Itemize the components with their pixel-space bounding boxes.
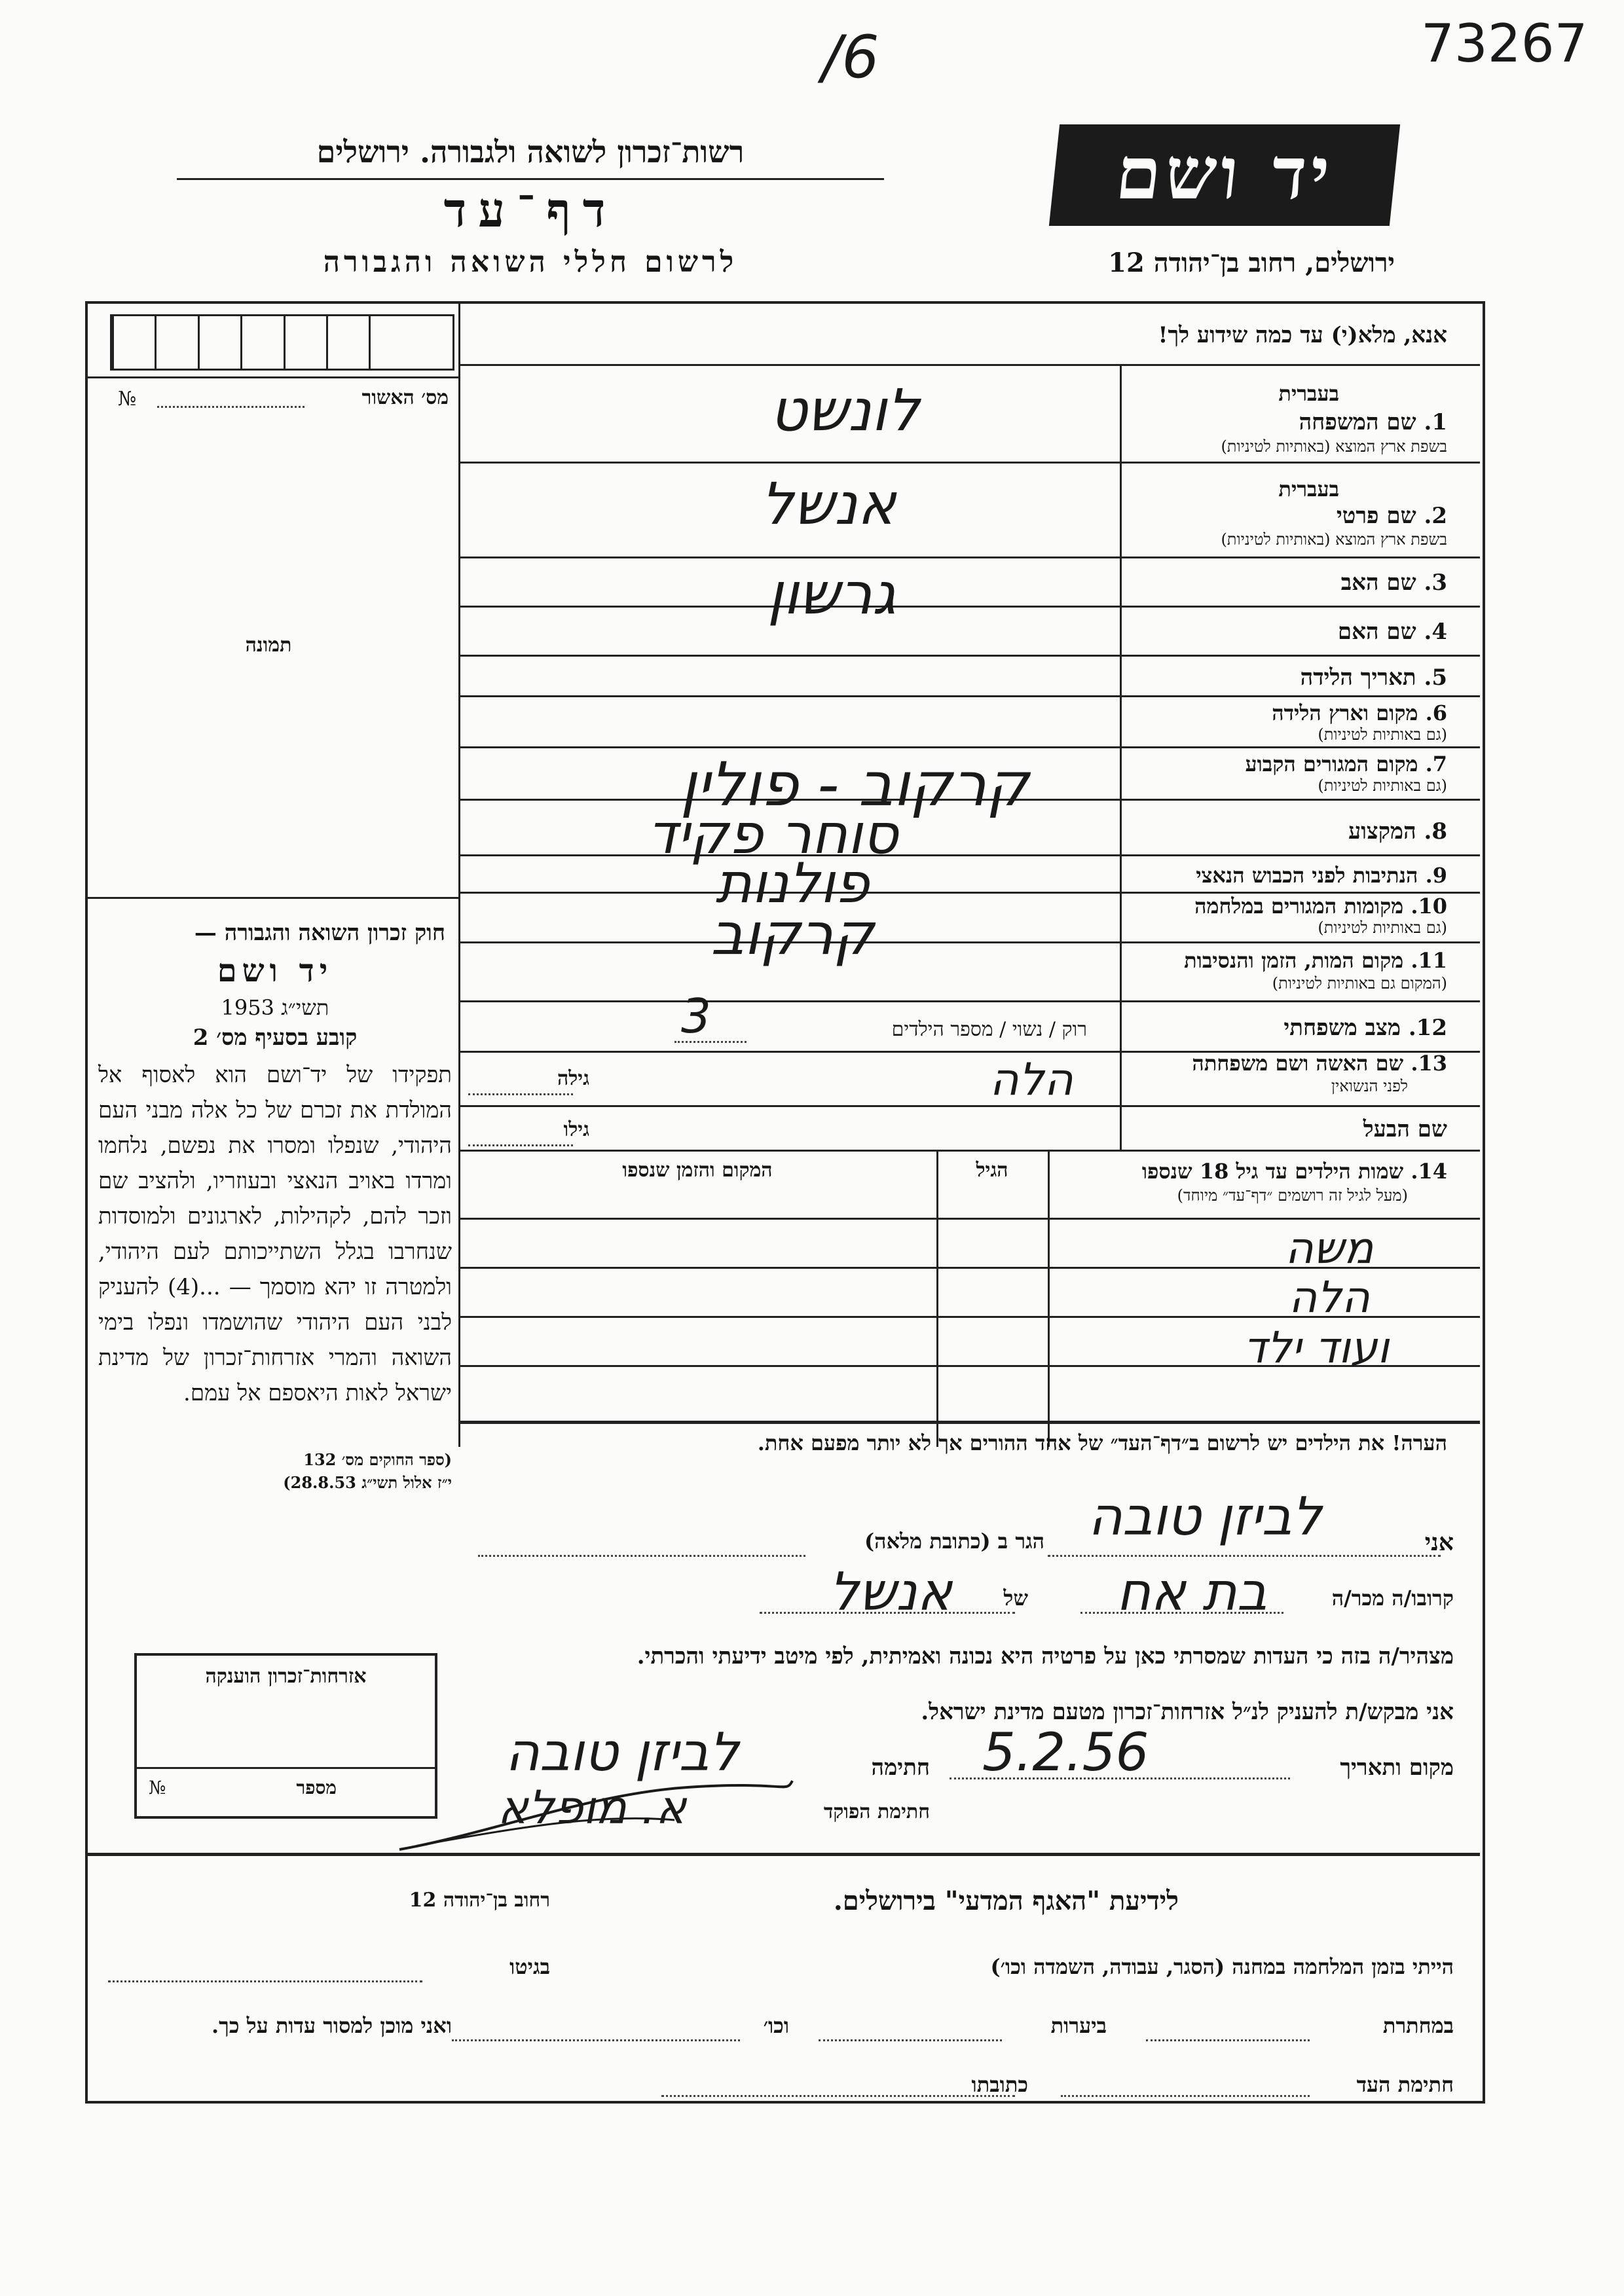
f14-table-bottom (458, 1421, 1480, 1424)
law-title: חוק זכרון השואה והגבורה — (194, 920, 445, 946)
form-title: דף־עד (443, 182, 618, 238)
photo-box-bottom (85, 897, 458, 899)
f1-bottom (458, 462, 1480, 464)
authority-name: רשות־זכרון לשואה ולגבורה. ירושלים (316, 134, 745, 170)
wife-age-label: גילה (557, 1067, 589, 1090)
footer-line2-underground: במחתרת (1382, 2013, 1454, 2038)
hw-death-place: קרקוב (710, 900, 874, 968)
document-number-handwritten: 73267 (1421, 13, 1588, 74)
hw-relation: בת אח (1116, 1561, 1267, 1622)
decl-address-line (478, 1555, 805, 1557)
hw-residence: קרקוב - פולין (680, 750, 1029, 820)
footer-forests-line (819, 2039, 1002, 2041)
f13-sub: לפני הנשואין (1331, 1077, 1408, 1095)
children-note: הערה! את הילדים יש לרשום ב״דף־העד״ של אחד ההורים אך לא יותר מפעם אחת. (757, 1430, 1447, 1455)
approval-number-line (157, 406, 304, 408)
decl-i-label: אני (1424, 1529, 1454, 1556)
law-clause: קובע בסעיף מס׳ 2 (193, 1025, 358, 1051)
hw-profession: סוחר פקיד (647, 802, 898, 866)
hw-relation-of: אנשל (829, 1561, 952, 1622)
f14-divider-age-left (936, 1150, 938, 1447)
hw-child-3: ועוד ילד (1243, 1322, 1390, 1373)
husband-label: שם הבעל (1363, 1116, 1447, 1142)
decl-request: אני מבקש/ת להעניק לנ״ל אזרחות־זכרון מטעם מדינת ישראל. (921, 1699, 1454, 1725)
f13-label: 13. שם האשה ושם משפחתה (1192, 1051, 1447, 1076)
yad-vashem-logo (1049, 124, 1400, 226)
officer-signature-stroke (393, 1768, 799, 1859)
f7-label: 7. מקום המגורים הקבוע (1245, 752, 1447, 776)
footer-heading-address: רחוב בן־יהודה 12 (409, 1889, 550, 1912)
f3-bottom (458, 606, 1480, 608)
f11-sub: (המקום גם באותיות לטיניות) (1272, 974, 1447, 993)
form-instruction: אנא, מלא(י) עד כמה שידוע לך! (1158, 322, 1447, 348)
footer-divider (85, 1853, 1480, 1856)
f6-bottom (458, 746, 1480, 748)
f14-divider-age-right (1048, 1150, 1050, 1447)
f14-header-bottom (458, 1218, 1480, 1220)
decl-of-label: של (1003, 1586, 1028, 1611)
footer-underground-line (1146, 2039, 1310, 2041)
f2-in-hebrew: בעברית (1278, 477, 1339, 501)
f2-bottom (458, 556, 1480, 558)
husband-age-label: גילו (563, 1118, 589, 1141)
decl-name-line (1048, 1555, 1441, 1557)
approval-number-label: מס׳ האשור (361, 386, 449, 409)
footer-line3-address: כתובתו (971, 2072, 1028, 2097)
decl-relative-label: קרובו/ה מכר/ה (1331, 1586, 1454, 1611)
f10-sub: (גם באותיות לטיניות) (1318, 919, 1447, 937)
f11-label: 11. מקום המות, הזמן והנסיבות (1184, 948, 1447, 973)
col-age-header: הגיל (976, 1159, 1008, 1182)
footer-ghetto-line (108, 1980, 422, 1982)
f9-label: 9. הנתיבות לפני הכבוש הנאצי (1196, 863, 1447, 888)
footer-line2-etc: וכו׳ (763, 2013, 789, 2038)
approval-number-sign: № (118, 388, 137, 410)
f1-sub: בשפת ארץ המוצא (באותיות לטיניות) (1221, 437, 1447, 456)
f11-bottom (458, 1000, 1480, 1002)
footer-etc-line (452, 2039, 740, 2041)
footer-address-line (661, 2095, 1015, 2097)
law-name: יד ושם (217, 953, 333, 989)
law-source-date: י״ז אלול תשי״ג 28.8.53) (283, 1473, 452, 1492)
f4-bottom (458, 655, 1480, 657)
decl-signature-label: חתימה (871, 1755, 930, 1781)
instruction-divider (458, 364, 1480, 366)
approval-number-boxes (110, 314, 454, 371)
f2-label: 2. שם פרטי (1336, 503, 1447, 529)
footer-line3-signature: חתימת העד (1356, 2072, 1454, 2097)
hw-date: 5.2.56 (982, 1722, 1149, 1783)
citizenship-title: אזרחות־זכרון הוענקה (205, 1665, 367, 1688)
hw-signature: לביזן טובה (505, 1722, 739, 1783)
citizenship-number-label: מספר (296, 1777, 337, 1798)
header-underline (177, 178, 884, 180)
hw-child-2: הלה (1289, 1272, 1370, 1322)
col-place-time-header: המקום והזמן שנספו (622, 1159, 773, 1182)
f5-label: 5. תאריך הלידה (1300, 665, 1447, 691)
f14-sub: (מעל לגיל זה רושמים ״דף־עד״ מיוחד) (1177, 1186, 1408, 1205)
header-address: ירושלים, רחוב בן־יהודה 12 (1108, 247, 1395, 278)
hw-wife-name: הלה (989, 1054, 1073, 1106)
label-column-divider (1120, 364, 1122, 1150)
decl-resides-at: הגר ב (כתובת מלאה) (864, 1529, 1044, 1554)
f10-bottom (458, 941, 1480, 943)
logo-text: יד ושם (1112, 131, 1338, 215)
hw-num-children: 3 (681, 989, 711, 1044)
f14-label: 14. שמות הילדים עד גיל 18 שנספו (1141, 1159, 1447, 1184)
husband-age-line (468, 1144, 573, 1146)
photo-label: תמונה (245, 634, 292, 657)
decl-officer-label: חתימת הפוקד (823, 1800, 930, 1823)
approval-divider (85, 376, 458, 378)
law-source: (ספר החוקים מס׳ 132 (303, 1450, 452, 1469)
footer-heading: לידיעת "האגף המדעי" בירושלים. (833, 1886, 1179, 1916)
hw-wartime-places: פולנות (715, 851, 870, 915)
citizenship-box (134, 1653, 437, 1819)
f3-label: 3. שם האב (1340, 570, 1447, 596)
f7-sub: (גם באותיות לטיניות) (1318, 776, 1447, 795)
wife-age-line (468, 1093, 573, 1095)
f10-label: 10. מקומות המגורים במלחמה (1194, 894, 1447, 919)
law-body: תפקידו של יד־ושם הוא לאסוף אל המולדת את זכרם של כל אלה מבני העם היהודי, שנפלו ומסרו את נפשם, נלחמו ומרדו באויב הנאצי ובעוזריו, ולהציב שם וזכר להם, לקהילות, לארגונים ולמוסדות שנחרבו בגלל השתייכותם לעם היהודי, ולמטרה זו יהא מוסמך — ...(4) להעניק לבני העם היהודי שהושמדו ונפלו בימי השואה והמרי אזרחות־זכרון של מדינת ישראל לאות היאספם אל עמם. (98, 1062, 452, 1406)
footer-line1-ghetto: בגיטו (509, 1954, 550, 1979)
hw-father-name: גרשון (767, 560, 896, 627)
decl-place-date-label: מקום ותאריך (1340, 1755, 1454, 1781)
f2-sub: בשפת ארץ המוצא (באותיות לטיניות) (1221, 530, 1447, 549)
hw-officer-signature: א. מופלא (498, 1781, 687, 1834)
left-column-divider (458, 301, 460, 1447)
page-number-handwritten: /6 (822, 23, 879, 92)
footer-signature-line (1061, 2095, 1310, 2097)
hw-witness-name: לביזן טובה (1088, 1486, 1322, 1547)
form-subtitle: לרשום חללי השואה והגבורה (323, 246, 738, 279)
f8-label: 8. המקצוע (1348, 818, 1447, 845)
f6-sub: (גם באותיות לטיניות) (1318, 725, 1447, 744)
f12-options: רוק / נשוי / מספר הילדים (891, 1018, 1087, 1041)
decl-statement: מצהיר/ה בזה כי העדות שמסרתי כאן על פרטיה היא נכונה ואמיתית, לפי מיטב ידיעתי והכרתי. (637, 1643, 1454, 1669)
f4-label: 4. שם האם (1337, 619, 1447, 645)
f5-bottom (458, 695, 1480, 697)
f12-label: 12. מצב משפחתי (1283, 1015, 1447, 1041)
husband-bottom (458, 1150, 1480, 1152)
f1-label: 1. שם המשפחה (1299, 409, 1447, 435)
hw-child-1: משה (1285, 1223, 1374, 1273)
footer-line1-camp: הייתי בזמן המלחמה במחנה (הסגר, עבודה, השמדה וכו׳) (990, 1954, 1454, 1979)
law-year: תשי״ג 1953 (221, 995, 329, 1020)
hw-first-name: אנשל (760, 470, 896, 538)
citizenship-number-sign: № (149, 1777, 166, 1798)
f6-label: 6. מקום וארץ הלידה (1272, 701, 1447, 725)
footer-line2-ready: ואני מוכן למסור עדות על כך. (211, 2013, 452, 2038)
hw-family-name: לונשט (769, 376, 920, 444)
f1-in-hebrew: בעברית (1278, 381, 1339, 406)
footer-line2-forests: ביערות (1050, 2013, 1107, 2038)
